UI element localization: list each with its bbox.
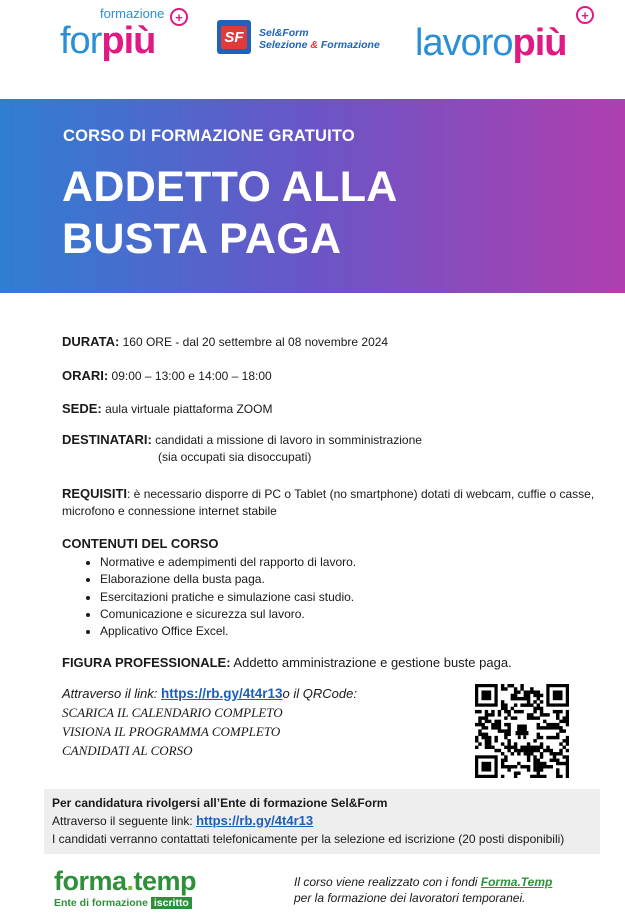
selform-wordmark: Sel&Form Selezione & Formazione: [259, 27, 380, 51]
plus-icon: +: [170, 8, 188, 26]
candidatura-note: I candidati verranno contattati telefonicamente per la selezione ed iscrizione (20 posti disponibili): [52, 832, 565, 846]
formatemp-logo: [54, 866, 234, 912]
candidatura-box: [44, 789, 600, 854]
links-block: [62, 684, 402, 760]
list-item: • Applicativo Office Excel.: [100, 623, 602, 640]
lavoropiu-logo-part-b: più: [512, 22, 567, 64]
list-item: • Normative e adempimenti del rapporto di lavoro.: [100, 554, 602, 571]
destinatari-row: [62, 431, 602, 466]
course-title-line-2: BUSTA PAGA: [62, 215, 342, 263]
list-item: • Comunicazione e sicurezza sul lavoro.: [100, 606, 602, 623]
links-after: o il QRCode:: [282, 686, 357, 701]
formatemp-wordmark: forma.temp: [54, 866, 197, 896]
durata-value: 160 ORE - dal 20 settembre al 08 novembre 2024: [119, 335, 389, 349]
banner-subtitle: CORSO DI FORMAZIONE GRATUITO: [63, 127, 355, 145]
calendar-line: SCARICA IL CALENDARIO COMPLETO: [62, 705, 283, 720]
requisiti-row: [62, 485, 602, 520]
list-item: • Esercitazioni pratiche e simulazione casi studio.: [100, 589, 602, 606]
qr-code[interactable]: [475, 684, 569, 778]
destinatari-value: candidati a missione di lavoro in somministrazione: [151, 433, 422, 447]
requisiti-value: : è necessario disporre di PC o Tablet (no smartphone) dotati di webcam, cuffie o casse, microfono e connessione internet stabile: [62, 487, 595, 518]
lavoropiu-logo: [413, 4, 613, 70]
figura-value: Addetto amministrazione e gestione buste paga.: [230, 655, 512, 670]
sede-row: [62, 400, 602, 418]
title-banner: [0, 99, 625, 293]
orari-label: ORARI:: [62, 368, 109, 383]
forpiu-logo-small-text: formazione: [100, 6, 165, 21]
plus-icon: +: [576, 6, 594, 24]
forpiu-logo-part-b: più: [101, 20, 156, 62]
candidatura-link-intro: Attraverso il seguente link:: [52, 814, 197, 828]
footer-note: Il corso viene realizzato con i fondi Forma.Temp per la formazione dei lavoratori temporanei.: [294, 875, 553, 905]
destinatari-label: DESTINATARI:: [62, 432, 152, 447]
course-title-line-1: ADDETTO ALLA: [62, 163, 398, 211]
candidatura-link[interactable]: https://rb.gy/4t4r13: [196, 813, 314, 828]
formatemp-tagline: Ente di formazione iscritto: [54, 897, 196, 910]
figura-row: [62, 654, 602, 672]
forpiu-logo-wordmark: [60, 16, 155, 66]
links-intro-line: [62, 684, 402, 703]
qr-code-image: [475, 684, 569, 778]
sede-value: aula virtuale piattaforma ZOOM: [101, 402, 273, 416]
links-intro: Attraverso il link:: [62, 686, 161, 701]
requisiti-label: REQUISITI: [62, 486, 128, 501]
program-line: VISIONA IL PROGRAMMA COMPLETO: [62, 724, 281, 739]
contenuti-list: [62, 554, 602, 640]
durata-row: [62, 333, 602, 351]
contenuti-title: CONTENUTI DEL CORSO: [62, 536, 219, 551]
selform-mark: SF: [217, 20, 251, 54]
destinatari-value-2: (sia occupati sia disoccupati): [158, 450, 312, 464]
sede-label: SEDE:: [62, 401, 102, 416]
lavoropiu-logo-part-a: lavoro: [415, 22, 513, 64]
lavoropiu-logo-wordmark: [415, 18, 566, 68]
apply-line: CANDIDATI AL CORSO: [62, 743, 193, 758]
selform-logo: [217, 20, 407, 60]
durata-label: DURATA:: [62, 334, 120, 349]
list-item: • Elaborazione della busta paga.: [100, 571, 602, 588]
figura-label: FIGURA PROFESSIONALE:: [62, 655, 231, 670]
contenuti-section: [62, 535, 602, 640]
orari-row: [62, 367, 602, 385]
course-title: [62, 161, 398, 265]
registration-link[interactable]: https://rb.gy/4t4r13: [160, 686, 283, 701]
forpiu-logo: [58, 4, 198, 70]
orari-value: 09:00 – 13:00 e 14:00 – 18:00: [108, 369, 272, 383]
formatemp-link[interactable]: Forma.Temp: [480, 875, 553, 889]
forpiu-logo-part-a: for: [60, 20, 102, 62]
candidatura-link-line: [52, 813, 313, 828]
candidatura-title: Per candidatura rivolgersi all’Ente di formazione Sel&Form: [52, 796, 388, 810]
